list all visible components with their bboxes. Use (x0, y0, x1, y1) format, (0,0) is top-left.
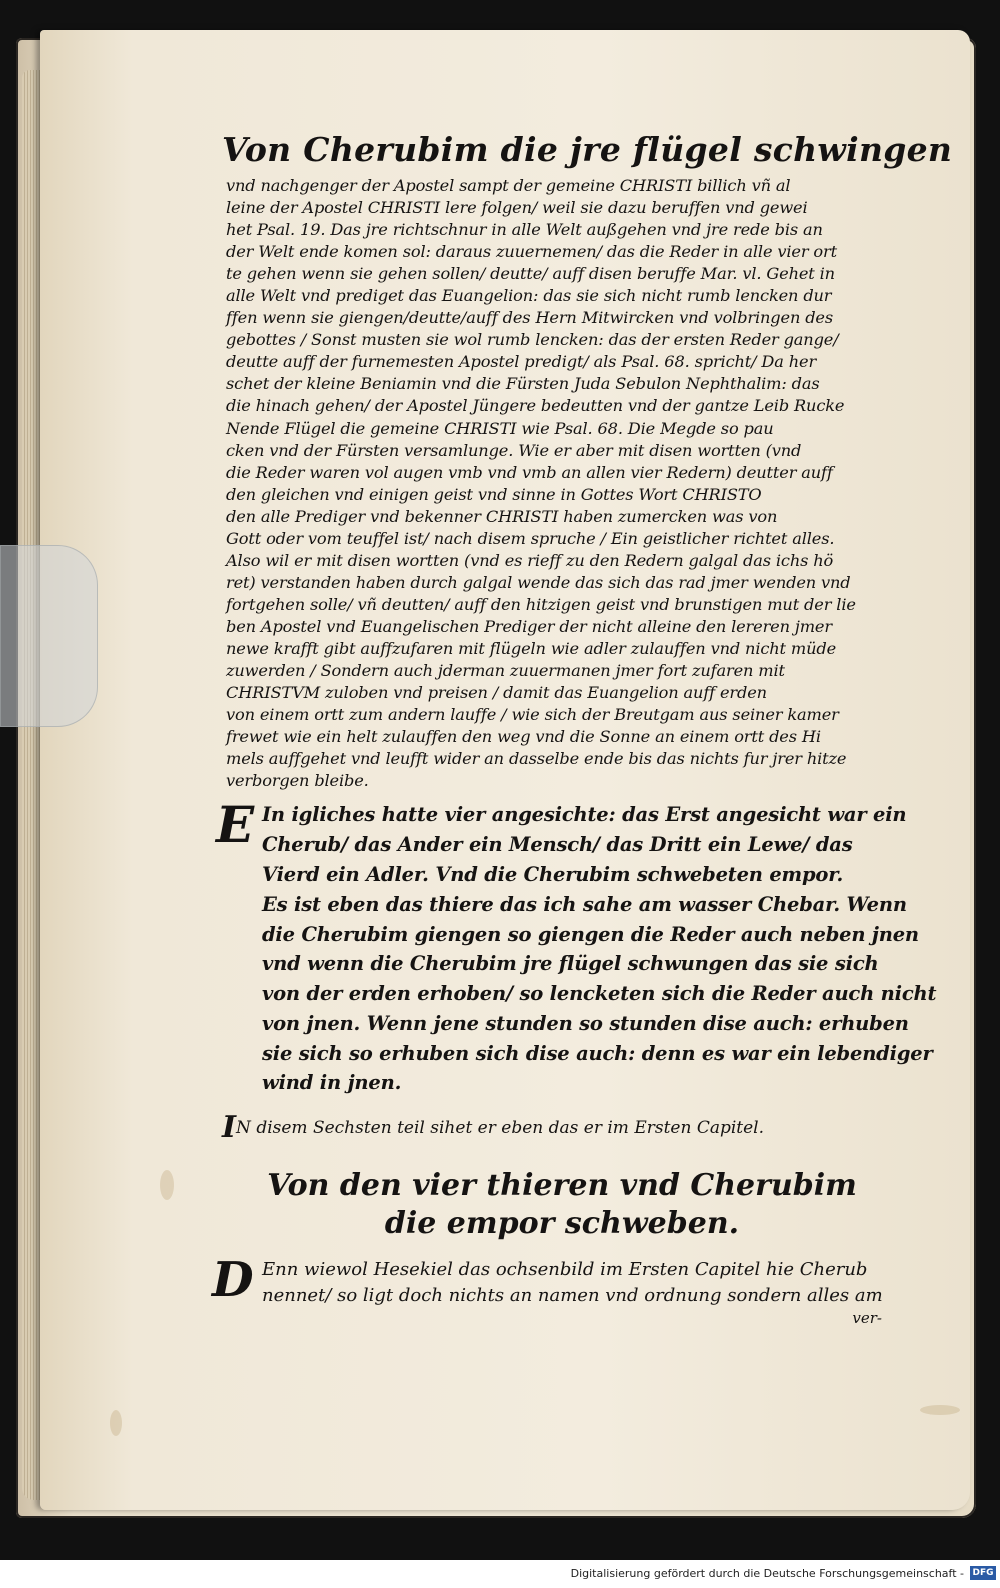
bookmark-tab (0, 545, 98, 727)
note-initial: I (222, 1110, 237, 1146)
catchword: ver- (852, 1309, 882, 1328)
funding-credit: Digitalisierung gefördert durch die Deutsche Forschungsgemeinschaft - (570, 1567, 964, 1580)
text-line: mels auffgehet vnd leufft wider an dasselbe ende bis das nichts fur jrer hitze (226, 749, 847, 769)
commentary-note (222, 1110, 902, 1145)
text-line: cken vnd der Fürsten versamlunge. Wie er aber mit disen wortten (vnd (226, 440, 802, 460)
text-line: nennet/ so ligt doch nichts an namen vnd ordnung sondern alles am (262, 1285, 883, 1307)
drop-cap: E (216, 795, 255, 855)
footer-bar (0, 1560, 1000, 1588)
text-line: wind in jnen. (262, 1071, 402, 1095)
text-line: die Cherubim giengen so giengen die Reder auch neben jnen (262, 922, 919, 946)
text-line: von der erden erhoben/ so lencketen sich die Reder auch nicht (262, 982, 937, 1006)
scripture-passage (216, 795, 937, 1098)
page-text (212, 130, 953, 1328)
text-line: Es ist eben das thiere das ich sahe am wasser Chebar. Wenn (262, 892, 907, 916)
text-line: newe krafft gibt auffzufaren mit flügeln wie adler zulauffen vnd nicht müde (226, 638, 837, 658)
text-line: sie sich so erhuben sich dise auch: denn es war ein lebendiger (262, 1041, 933, 1065)
text-line: vnd wenn die Cherubim jre flügel schwungen das sie sich (262, 952, 879, 976)
text-line: von jnen. Wenn jene stunden so stunden dise auch: erhuben (262, 1011, 909, 1035)
paper-stain (160, 1170, 174, 1200)
text-line: vnd nachgenger der Apostel sampt der gemeine CHRISTI billich vñ al (226, 176, 791, 195)
text-line: Gott oder vom teuffel ist/ nach disem spruche / Ein geistlicher richtet alles. (226, 528, 835, 548)
text-line: deutte auff der furnemesten Apostel predigt/ als Psal. 68. spricht/ Da her (226, 352, 817, 372)
text-line: ret) verstanden haben durch galgal wende das sich das rad jmer wenden vnd (226, 572, 851, 592)
text-line: leine der Apostel CHRISTI lere folgen/ weil sie dazu beruffen vnd gewei (226, 198, 808, 218)
text-line: zuwerden / Sondern auch jderman zuuermanen jmer fort zufaren mit (226, 661, 785, 681)
text-line: alle Welt vnd prediget das Euangelion: das sie sich nicht rumb lencken dur (226, 286, 832, 306)
text-line: gebottes / Sonst musten sie wol rumb lencken: das der ersten Reder gange/ (226, 330, 839, 350)
text-line: ben Apostel vnd Euangelischen Prediger der nicht alleine den lereren jmer (226, 616, 832, 636)
drop-cap: D (212, 1252, 254, 1309)
text-line: von einem ortt zum andern lauffe / wie sich der Breutgam aus seiner kamer (226, 705, 839, 725)
paper-stain (920, 1405, 960, 1415)
section-heading-line: Von den vier thieren vnd Cherubim (267, 1168, 857, 1204)
text-line: Also wil er mit disen wortten (vnd es rieff zu den Redern galgal das ichs hö (226, 550, 834, 570)
text-line: CHRISTVM zuloben vnd preisen / damit das Euangelion auff erden (226, 683, 767, 703)
dfg-logo: DFG (970, 1566, 996, 1580)
paper-stain (110, 1410, 122, 1436)
text-line: fortgehen solle/ vñ deutten/ auff den hitzigen geist vnd brunstigen mut der lie (226, 594, 856, 614)
text-line: het Psal. 19. Das jre richtschnur in alle Welt außgehen vnd jre rede bis an (226, 220, 823, 240)
text-line: In igliches hatte vier angesichte: das Erst angesicht war ein (262, 803, 907, 827)
final-paragraph (212, 1252, 902, 1328)
note-text: N disem Sechsten teil sihet er eben das er im Ersten Capitel. (236, 1118, 765, 1139)
text-line: den gleichen vnd einigen geist vnd sinne in Gottes Wort CHRISTO (226, 484, 762, 504)
text-line: Vierd ein Adler. Vnd die Cherubim schwebeten empor. (262, 862, 844, 886)
text-line: schet der kleine Beniamin vnd die Fürsten Juda Sebulon Nephthalim: das (226, 374, 820, 394)
text-line: frewet wie ein helt zulauffen den weg vnd die Sonne an einem ortt des Hi (226, 727, 821, 747)
section-heading (222, 1167, 902, 1243)
text-line: die Reder waren vol augen vmb vnd vmb an allen vier Redern) deutter auff (226, 462, 833, 482)
text-line: te gehen wenn sie gehen sollen/ deutte/ auff disen beruffe Mar. vl. Gehet in (226, 264, 835, 284)
text-line: Enn wiewol Hesekiel das ochsenbild im Ersten Capitel hie Cherub (262, 1259, 868, 1281)
body-text (226, 175, 902, 792)
text-line: den alle Prediger vnd bekenner CHRISTI haben zumercken was von (226, 506, 778, 526)
text-line: ffen wenn sie giengen/deutte/auff des Hern Mitwircken vnd volbringen des (226, 308, 834, 328)
section-heading-line: die empor schweben. (384, 1206, 740, 1242)
text-line: der Welt ende komen sol: daraus zuuernemen/ das die Reder in alle vier ort (226, 242, 837, 262)
text-line: Nende Flügel die gemeine CHRISTI wie Psal. 68. Die Megde so pau (226, 418, 774, 438)
text-line: Cherub/ das Ander ein Mensch/ das Dritt ein Lewe/ das (262, 833, 853, 857)
page-heading: Von Cherubim die jre flügel schwingen (222, 130, 953, 169)
text-line: verborgen bleibe. (226, 771, 369, 791)
text-line: die hinach gehen/ der Apostel Jüngere bedeutten vnd der gantze Leib Rucke (226, 396, 845, 416)
